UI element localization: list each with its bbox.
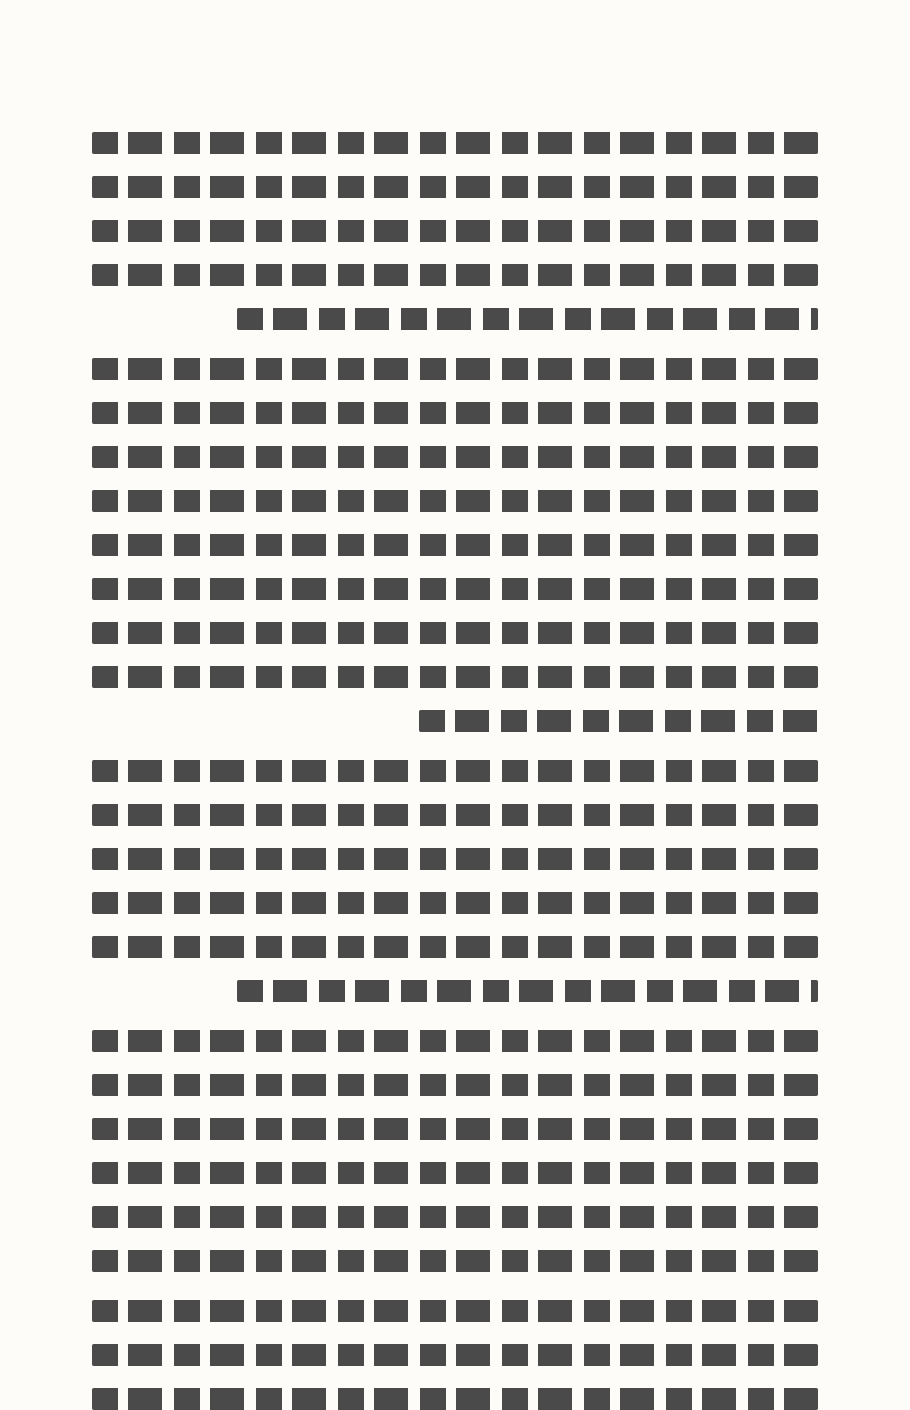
body-text <box>92 132 818 1410</box>
text-line <box>92 490 818 512</box>
text-line <box>92 264 818 286</box>
text-line <box>92 1030 818 1052</box>
text-line <box>92 446 818 468</box>
text-line <box>92 804 818 826</box>
text-line <box>237 980 818 1002</box>
text-line <box>92 892 818 914</box>
text-line <box>92 936 818 958</box>
text-line <box>92 760 818 782</box>
text-line <box>92 132 818 154</box>
text-line <box>92 1388 818 1410</box>
text-line <box>92 220 818 242</box>
text-line <box>92 1344 818 1366</box>
text-line <box>92 1162 818 1184</box>
text-line <box>92 402 818 424</box>
text-line <box>92 176 818 198</box>
text-line <box>92 578 818 600</box>
text-line <box>92 666 818 688</box>
text-line <box>92 622 818 644</box>
text-line <box>237 308 818 330</box>
text-line <box>419 710 818 732</box>
text-line <box>92 848 818 870</box>
text-line <box>92 358 818 380</box>
text-line <box>92 1250 818 1272</box>
text-line <box>92 1118 818 1140</box>
text-line <box>92 1300 818 1322</box>
text-line <box>92 534 818 556</box>
text-line <box>92 1074 818 1096</box>
text-line <box>92 1206 818 1228</box>
